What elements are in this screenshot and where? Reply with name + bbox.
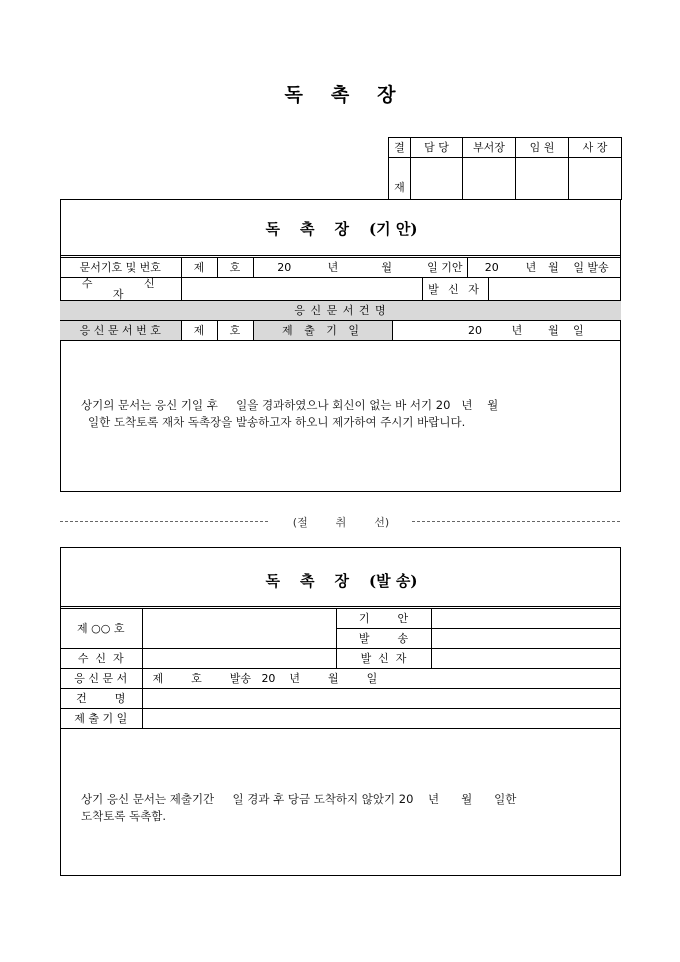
submit-month-unit: 월	[546, 321, 561, 341]
cut-line-dash-right	[412, 521, 620, 522]
draft-title-char: 독	[265, 220, 281, 238]
send-body-line: 도착토록 독촉함.	[81, 809, 167, 823]
recipient-value[interactable]	[181, 278, 422, 301]
send-sender-label: 발 신 자	[336, 649, 431, 669]
send-recipient-label: 수 신 자	[60, 649, 142, 669]
cut-line-label: (절 취 선)	[292, 516, 390, 529]
submit-year: 20	[392, 321, 488, 341]
send-title-char: 독	[265, 572, 281, 590]
approval-col-president: 사 장	[569, 138, 622, 158]
title-char: 독	[284, 84, 303, 106]
doc-number-prefix: 제	[181, 257, 217, 278]
reply-doc-number-prefix: 제	[181, 321, 217, 341]
draft-value[interactable]	[431, 608, 621, 629]
send-recipient-value[interactable]	[142, 649, 336, 669]
sender-label: 발 신 자	[422, 278, 488, 301]
subject-value[interactable]	[142, 689, 621, 709]
reply-doc-label: 응 신 문 서	[60, 669, 142, 689]
send-day-unit: 일 발송	[561, 257, 621, 278]
reply-doc-subject-header: 응 신 문 서 건 명	[60, 301, 621, 321]
send-title-char: 촉	[300, 572, 315, 590]
draft-body	[81, 397, 611, 431]
doc-number-label: 문서기호 및 번호	[60, 257, 181, 278]
recipient-label: 수 신 자	[60, 278, 181, 301]
doc-number-suffix: 호	[217, 257, 253, 278]
approval-header: 결	[389, 138, 411, 158]
approval-sign-president[interactable]	[569, 158, 622, 200]
draft-year: 20	[253, 257, 315, 278]
approval-header-2: 재	[389, 158, 411, 200]
draft-label: 기 안	[336, 608, 431, 629]
draft-body-line: 상기의 문서는 응신 기일 후 일을 경과하였으나 회신이 없는 바 서기 20 년 월	[81, 398, 499, 412]
send-label: 발 송	[336, 629, 431, 649]
doc-number: 제 ○○ 호	[60, 608, 142, 649]
send-month-unit: 월	[546, 257, 561, 278]
send-value[interactable]	[431, 629, 621, 649]
submit-day-unit: 일	[561, 321, 621, 341]
approval-col-manager: 담 당	[411, 138, 463, 158]
draft-title-char: 촉	[300, 220, 315, 238]
approval-col-executive: 임 원	[516, 138, 569, 158]
approval-sign-manager[interactable]	[411, 158, 463, 200]
send-title	[61, 570, 622, 591]
reply-doc-number-label: 응 신 문 서 번 호	[60, 321, 181, 341]
draft-title	[61, 218, 622, 239]
send-body-line: 상기 응신 문서는 제출기간 일 경과 후 당금 도착하지 않았기 20 년 월 일한	[81, 792, 517, 806]
submit-date-label: 제 출 기 일	[253, 321, 392, 341]
doc-number-value[interactable]	[142, 608, 336, 649]
page-title	[0, 80, 680, 107]
sender-value[interactable]	[488, 278, 621, 301]
approval-sign-dept-head[interactable]	[463, 158, 516, 200]
draft-month-unit: 월	[351, 257, 392, 278]
approval-sign-executive[interactable]	[516, 158, 569, 200]
send-body	[81, 791, 611, 825]
draft-title-char: 장	[334, 220, 350, 238]
draft-body-line: 일한 도착토록 재차 독촉장을 발송하고자 하오니 제가하여 주시기 바랍니다.	[88, 415, 466, 429]
draft-table	[60, 255, 621, 341]
send-table	[60, 606, 621, 729]
send-title-char: 장	[334, 572, 350, 590]
send-form	[60, 547, 621, 876]
reply-doc-number-suffix: 호	[217, 321, 253, 341]
send-year-unit: 년	[516, 257, 546, 278]
send-title-type: (발 송)	[369, 572, 418, 590]
draft-form	[60, 199, 621, 492]
draft-day-unit: 일 기안	[392, 257, 467, 278]
send-year: 20	[467, 257, 516, 278]
cut-line	[60, 514, 620, 528]
title-char: 촉	[330, 84, 350, 106]
due-date-label: 제 출 기 일	[60, 709, 142, 729]
approval-col-dept-head: 부서장	[463, 138, 516, 158]
approval-box	[388, 137, 622, 200]
send-sender-value[interactable]	[431, 649, 621, 669]
due-date-value[interactable]	[142, 709, 621, 729]
reply-doc-value: 제 호 발송 20 년 월 일	[142, 669, 621, 689]
title-char: 장	[377, 84, 396, 106]
subject-label: 건 명	[60, 689, 142, 709]
submit-year-unit: 년	[488, 321, 546, 341]
draft-year-unit: 년	[315, 257, 351, 278]
draft-title-type: (기 안)	[369, 220, 418, 238]
cut-line-dash-left	[60, 521, 268, 522]
